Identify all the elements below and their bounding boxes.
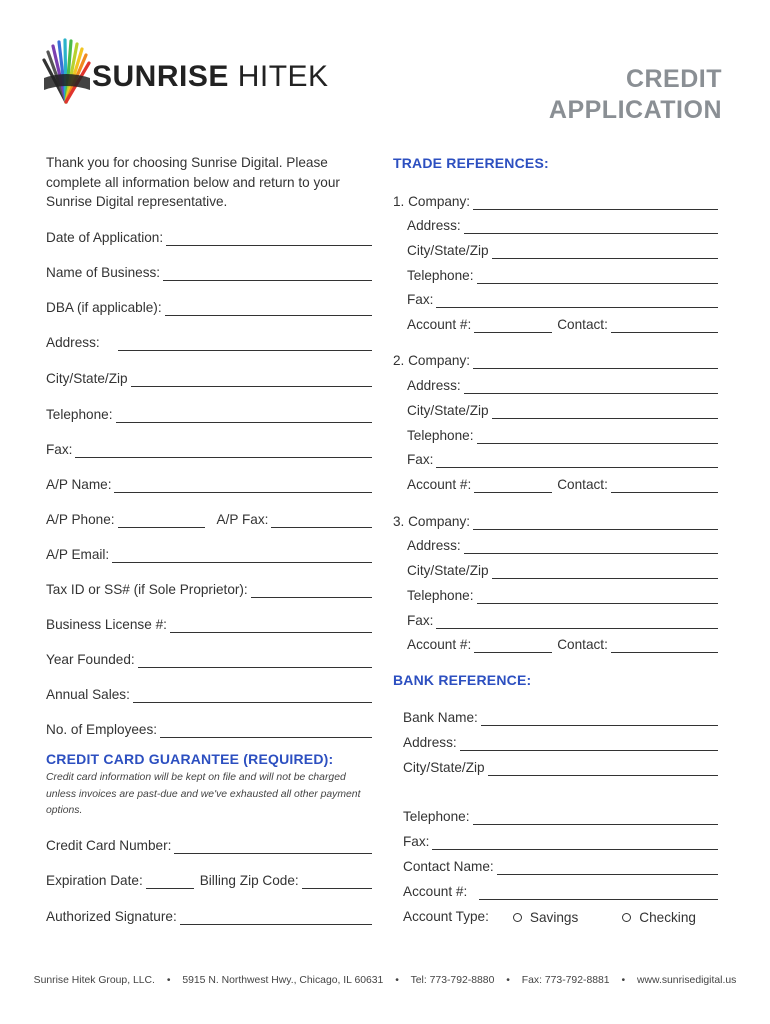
ref2-csz-input[interactable]: [492, 406, 718, 419]
ref1-address-field: [407, 216, 718, 234]
field-label: A/P Email:: [46, 547, 110, 562]
bank-name-input[interactable]: [481, 713, 718, 726]
title-line-2: APPLICATION: [548, 96, 722, 124]
bank-fax-input[interactable]: [432, 837, 718, 850]
billing-zip-input[interactable]: [302, 876, 372, 889]
business-name-input[interactable]: [163, 268, 372, 281]
field-label: Account #:: [407, 637, 472, 652]
field-label: City/State/Zip: [407, 243, 489, 258]
field-label: City/State/Zip: [407, 563, 489, 578]
dba-field: [46, 298, 372, 316]
ref3-csz-input[interactable]: [492, 566, 718, 579]
ref1-fax-input[interactable]: [436, 295, 718, 308]
field-label: Name of Business:: [46, 265, 161, 280]
field-label: Tax ID or SS# (if Sole Proprietor):: [46, 582, 248, 597]
field-label: Contact:: [557, 317, 608, 332]
logo-text-bold: SUNRISE: [92, 60, 229, 93]
bank-fax-field: [403, 832, 718, 850]
ref3-company-input[interactable]: [473, 517, 718, 530]
ref2-telephone-field: [407, 426, 718, 444]
title-line-1: CREDIT: [625, 65, 722, 93]
ref2-telephone-input[interactable]: [477, 431, 718, 444]
field-label: Contact:: [557, 637, 608, 652]
annual-sales-field: [46, 685, 372, 703]
ref1-telephone-field: [407, 266, 718, 284]
field-label: Authorized Signature:: [46, 909, 177, 924]
logo-text-light: HITEK: [237, 60, 329, 93]
telephone-field: [46, 405, 372, 423]
ref3-fax-field: [407, 611, 718, 629]
footer-address: 5915 N. Northwest Hwy., Chicago, IL 60631: [182, 975, 384, 986]
ap-phone-input[interactable]: [118, 515, 205, 528]
ref2-contact-input[interactable]: [611, 480, 718, 493]
bank-name-field: [403, 708, 718, 726]
field-label: Telephone:: [403, 809, 470, 824]
business-name-field: [46, 263, 372, 281]
ref1-csz-input[interactable]: [492, 246, 718, 259]
business-license-input[interactable]: [170, 620, 372, 633]
field-label: Date of Application:: [46, 230, 164, 245]
footer-website-link[interactable]: www.sunrisedigital.us: [637, 975, 737, 986]
city-state-zip-field: [46, 369, 372, 387]
checking-label: Checking: [639, 910, 696, 925]
field-label: Account #:: [407, 477, 472, 492]
field-label: Telephone:: [407, 588, 474, 603]
dba-input[interactable]: [165, 303, 372, 316]
field-label: Fax:: [46, 442, 73, 457]
field-label: City/State/Zip: [403, 760, 485, 775]
footer-company: Sunrise Hitek Group, LLC.: [33, 975, 155, 986]
ref2-account-contact-field: [407, 475, 718, 493]
date-of-application-input[interactable]: [166, 233, 372, 246]
ref1-csz-field: [407, 241, 718, 259]
credit-card-number-field: [46, 836, 372, 854]
field-label: Expiration Date:: [46, 873, 143, 888]
footer-separator: •: [166, 975, 171, 986]
ref2-fax-input[interactable]: [436, 455, 718, 468]
field-label: Credit Card Number:: [46, 838, 172, 853]
business-license-field: [46, 615, 372, 633]
field-label: Address:: [407, 538, 461, 553]
footer-separator: •: [395, 975, 399, 986]
savings-radio[interactable]: [513, 910, 578, 925]
field-label: City/State/Zip: [46, 371, 128, 386]
footer-separator: •: [506, 975, 510, 986]
field-label: Fax:: [407, 613, 434, 628]
authorized-signature-input[interactable]: [180, 912, 372, 925]
ref3-telephone-field: [407, 586, 718, 604]
field-label: No. of Employees:: [46, 722, 158, 737]
tax-id-field: [46, 580, 372, 598]
field-label: Account #:: [407, 317, 472, 332]
field-label: Account #:: [403, 884, 468, 899]
year-founded-field: [46, 650, 372, 668]
ref3-telephone-input[interactable]: [477, 591, 718, 604]
field-label: Address:: [46, 335, 100, 350]
expiration-zip-field: [46, 871, 372, 889]
field-label: Account Type:: [403, 909, 489, 924]
fax-field: [46, 440, 372, 458]
field-label: 1. Company:: [393, 194, 471, 209]
ref2-csz-field: [407, 401, 718, 419]
expiration-date-input[interactable]: [146, 876, 194, 889]
ap-email-input[interactable]: [112, 550, 372, 563]
ref2-company-input[interactable]: [473, 356, 718, 369]
date-of-application-field: [46, 228, 372, 246]
field-label: Billing Zip Code:: [199, 873, 299, 888]
ref1-company-field: [393, 192, 718, 210]
footer-fax: Fax: 773-792-8881: [521, 975, 610, 986]
authorized-signature-field: [46, 907, 372, 925]
ap-phone-fax-field: [46, 510, 372, 528]
page-title: [549, 64, 722, 126]
field-label: Year Founded:: [46, 652, 135, 667]
bank-contact-input[interactable]: [497, 862, 718, 875]
ap-name-input[interactable]: [114, 480, 372, 493]
bank-csz-field: [403, 758, 718, 776]
field-label: A/P Phone:: [46, 512, 115, 527]
ref2-address-input[interactable]: [464, 381, 718, 394]
credit-card-heading: CREDIT CARD GUARANTEE (REQUIRED):: [46, 751, 334, 767]
ref2-fax-field: [407, 450, 718, 468]
ref1-account-contact-field: [407, 315, 718, 333]
field-label: 3. Company:: [393, 514, 471, 529]
address-input[interactable]: [118, 338, 372, 351]
savings-label: Savings: [529, 910, 579, 925]
field-label: Address:: [407, 378, 461, 393]
ref1-company-input[interactable]: [473, 197, 718, 210]
address-field: [46, 333, 372, 351]
tax-id-input[interactable]: [251, 585, 372, 598]
field-label: Contact Name:: [403, 859, 494, 874]
field-label: Address:: [403, 735, 457, 750]
telephone-input[interactable]: [116, 410, 372, 423]
employees-field: [46, 720, 372, 738]
ref1-account-input[interactable]: [474, 320, 552, 333]
ref2-account-input[interactable]: [474, 480, 552, 493]
ap-fax-input[interactable]: [271, 515, 372, 528]
ref3-account-input[interactable]: [474, 640, 552, 653]
field-label: 2. Company:: [393, 353, 471, 368]
footer-tel: Tel: 773-792-8880: [410, 975, 495, 986]
ref3-address-input[interactable]: [464, 541, 718, 554]
field-label: Fax:: [407, 452, 434, 467]
field-label: Fax:: [403, 834, 430, 849]
field-label: City/State/Zip: [407, 403, 489, 418]
field-label: Address:: [407, 218, 461, 233]
field-label: Bank Name:: [403, 710, 478, 725]
field-label: Telephone:: [407, 428, 474, 443]
ref3-csz-field: [407, 561, 718, 579]
ref3-contact-input[interactable]: [611, 640, 718, 653]
ref1-contact-input[interactable]: [611, 320, 718, 333]
ap-email-field: [46, 545, 372, 563]
bank-telephone-input[interactable]: [473, 812, 718, 825]
radio-circle-icon: [513, 913, 522, 922]
city-state-zip-input[interactable]: [131, 374, 372, 387]
checking-radio[interactable]: [622, 910, 696, 925]
employees-input[interactable]: [160, 725, 372, 738]
page-footer: [0, 975, 770, 986]
ref2-address-field: [407, 376, 718, 394]
annual-sales-input[interactable]: [133, 690, 372, 703]
sunrise-fan-icon: [40, 38, 92, 108]
field-label: Telephone:: [407, 268, 474, 283]
trade-references-heading: TRADE REFERENCES:: [393, 155, 549, 171]
bank-account-input[interactable]: [479, 887, 718, 900]
credit-card-number-input[interactable]: [174, 841, 372, 854]
ref3-fax-input[interactable]: [436, 616, 718, 629]
radio-circle-icon: [622, 913, 631, 922]
bank-csz-input[interactable]: [488, 763, 718, 776]
intro-text: Thank you for choosing Sunrise Digital. Please complete all information below and return to your Sunrise Digital representative.: [46, 155, 340, 209]
field-label: Contact:: [557, 477, 608, 492]
field-label: A/P Name:: [46, 477, 112, 492]
field-label: DBA (if applicable):: [46, 300, 162, 315]
ref1-telephone-input[interactable]: [477, 271, 718, 284]
ref1-address-input[interactable]: [464, 221, 718, 234]
credit-card-note: Credit card information will be kept on file and will not be charged unless invoices are past-due and we've exhausted all other payment options.: [46, 772, 361, 816]
field-label: Fax:: [407, 292, 434, 307]
ap-name-field: [46, 475, 372, 493]
field-label: Business License #:: [46, 617, 167, 632]
year-founded-input[interactable]: [138, 655, 372, 668]
footer-separator: •: [621, 975, 626, 986]
field-label: Telephone:: [46, 407, 113, 422]
ref3-company-field: [393, 512, 718, 530]
field-label: A/P Fax:: [216, 512, 269, 527]
fax-input[interactable]: [75, 445, 372, 458]
ref3-address-field: [407, 536, 718, 554]
bank-account-type-field: [403, 907, 718, 925]
ref3-account-contact-field: [407, 635, 718, 653]
bank-account-field: [403, 882, 718, 900]
logo-wordmark: [92, 60, 329, 94]
bank-reference-heading: BANK REFERENCE:: [393, 672, 532, 688]
ref1-fax-field: [407, 290, 718, 308]
ref2-company-field: [393, 351, 718, 369]
bank-contact-field: [403, 857, 718, 875]
bank-address-field: [403, 733, 718, 751]
bank-telephone-field: [403, 807, 718, 825]
field-label: Annual Sales:: [46, 687, 130, 702]
bank-address-input[interactable]: [460, 738, 718, 751]
company-logo: [40, 38, 330, 110]
